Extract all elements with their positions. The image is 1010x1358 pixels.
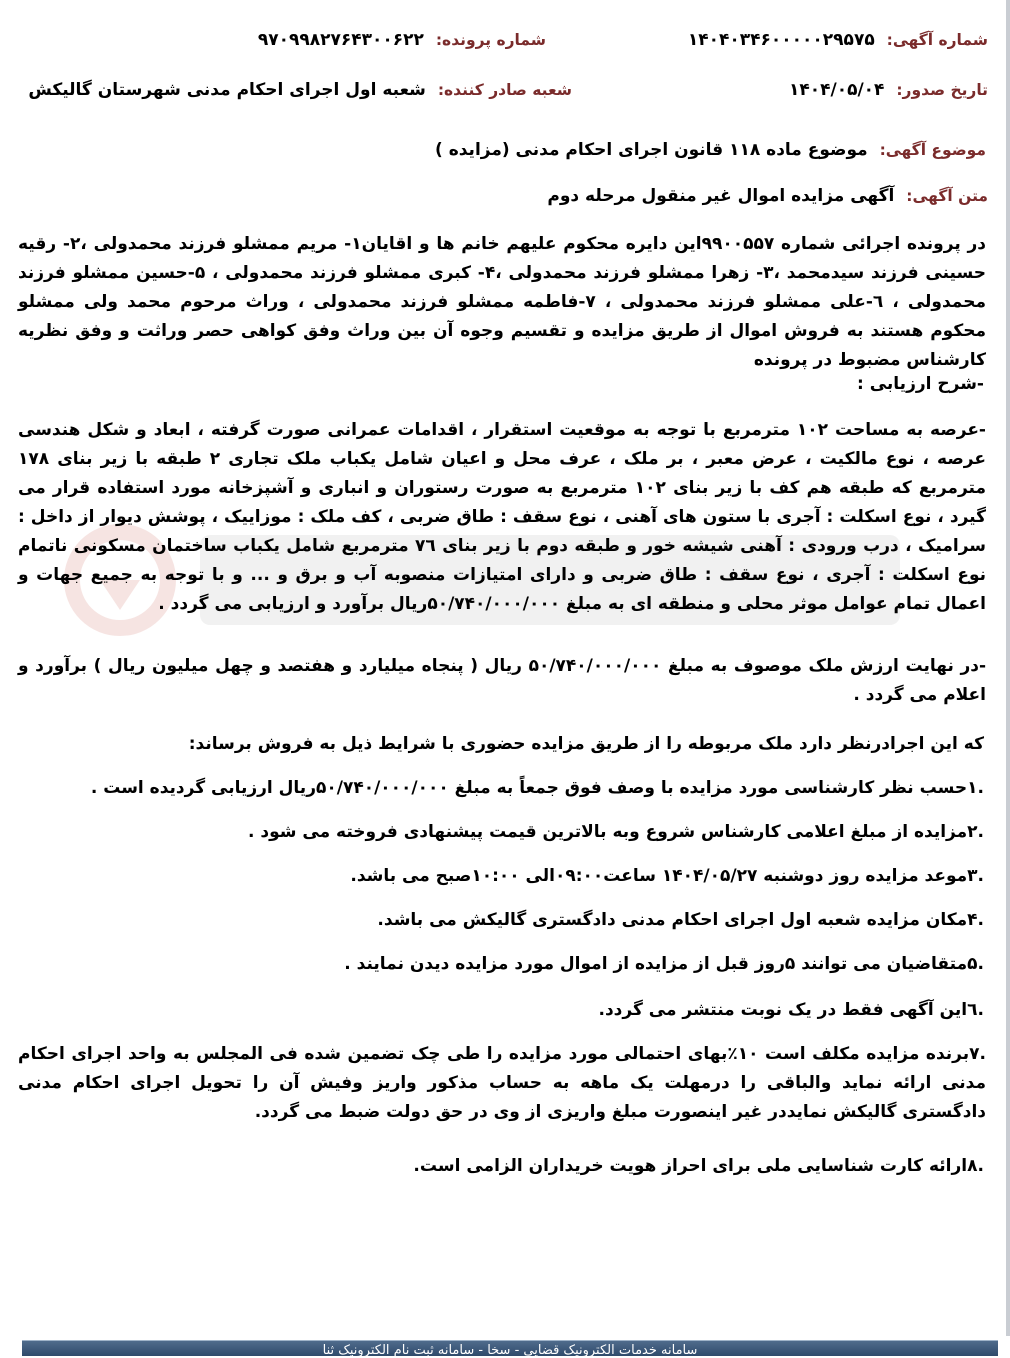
text-title-row xyxy=(547,186,988,206)
condition-item: .۵متقاضیان می توانند ۵روز قبل از مزایده از اموال مورد مزایده دیدن نمایند . xyxy=(344,954,984,974)
issuer: شعبه اول اجرای احکام مدنی شهرستان گالیکش xyxy=(28,80,426,100)
issuer-row xyxy=(28,80,572,100)
issuer-label: شعبه صادر کننده: xyxy=(437,81,572,99)
footer-bar xyxy=(22,1340,998,1356)
condition-item: .۲مزایده از مبلغ اعلامی کارشناس شروع وبه بالاترین قیمت پیشنهادی فروخته می شود . xyxy=(247,822,984,842)
conditions-intro: که این اجرادرنظر دارد ملک مربوطه را از طریق مزایده حضوری با شرایط ذیل به فروش برساند: xyxy=(188,734,984,754)
condition-item: .۳موعد مزایده روز دوشنبه ۱۴۰۴/۰۵/۲۷ ساعت۰۹:۰۰الی ۱۰:۰۰صبح می باشد. xyxy=(350,866,984,886)
notice-number: ۱۴۰۴۰۳۴۶۰۰۰۰۰۲۹۵۷۵ xyxy=(687,30,875,50)
text-label: متن آگهی: xyxy=(906,187,988,205)
text-title: آگهی مزایده اموال غیر منقول مرحله دوم xyxy=(547,186,895,206)
issue-date-row xyxy=(789,80,988,100)
notice-number-label: شماره آگهی: xyxy=(886,31,988,49)
case-number-label: شماره پرونده: xyxy=(435,31,546,49)
condition-item: .۴مکان مزایده شعبه اول اجرای احکام مدنی دادگستری گالیکش می باشد. xyxy=(377,910,984,930)
appraisal-paragraph: -عرصه به مساحت ۱۰۲ مترمربع با توجه به موقعیت استقرار ، اقدامات عمرانی صورت گرفته ، ابعاد و شکل هندسی عرصه ، نوع مالکیت ، عرض معبر ، بر ملک ، عرف محل و اعیان شامل یکباب ملک تجاری ۲ طبقه با زیر بنای ۱۷۸ مترمربع که طبقه هم کف با زیر بنای ۱۰۲ مترمربع به صورت رستوران و انباری و آشپزخانه مورد استفاده قرار می گیرد ، نوع اسکلت : آجری با ستون های آهنی ، نوع سقف : طاق ضربی ، کف ملک : موزاییک ، پوشش دیوار از داخل : سرامیک ، درب ورودی : آهنی شیشه خور و طبقه دوم با زیر بنای ۷٦ مترمربع شامل یکباب ساختمان مسکونی ناتمام نوع اسکلت : آجری ، نوع سقف : طاق ضربی و دارای امتیازات منصوبه آب و برق و ... و با توجه به جمیع جهات و اعمال تمام عوامل موثر محلی و منطقه ای به مبلغ ۵۰/۷۴۰/۰۰۰/۰۰۰ریال برآورد و ارزیابی می گردد . xyxy=(18,420,986,614)
issue-date: ۱۴۰۴/۰۵/۰۴ xyxy=(789,80,885,100)
final-value-paragraph: -در نهایت ارزش ملک موصوف به مبلغ ۵۰/۷۴۰/۰۰۰/۰۰۰ ریال ( پنجاه میلیارد و هفتصد و چهل میلیون ریال ) برآورد و اعلام می گردد . xyxy=(18,656,987,705)
condition-item: .۱حسب نظر کارشناسی مورد مزایده با وصف فوق جمعاً به مبلغ ۵۰/۷۴۰/۰۰۰/۰۰۰ریال ارزیابی گردیده است . xyxy=(90,778,984,798)
intro-paragraph: در پرونده اجرائی شماره ۹۹۰۰۵۵۷این دایره محکوم علیهم خانم ها و اقایان۱- مریم ممشلو فرزند محمدولی ،۲- رقیه حسینی فرزند سیدمحمد ،۳- زهرا ممشلو فرزند محمدولی ،۴- کبری ممشلو فرزند محمدولی ، ۵-حسین ممشلو فرزند محمدولی ، ٦-علی ممشلو فرزند محمدولی ، ۷-فاطمه ممشلو فرزند محمدولی ، وراث مرحوم محمد ولی ممشلو محکوم هستند به فروش اموال از طریق مزایده و تقسیم وجوه آن بین وراث وفق کواهی حصر وراثت و وفق نظریه کارشناس مضبوط در پرونده xyxy=(18,234,987,370)
subject-row xyxy=(435,140,986,160)
case-number: ۹۷۰۹۹۸۲۷۶۴۳۰۰۶۲۲ xyxy=(257,30,424,50)
condition-item: .۷برنده مزایده مکلف است ۱۰٪بهای احتمالی مورد مزایده را طی چک تضمین شده فی المجلس به واحد اجرای احکام مدنی ارائه نماید والباقی را درمهلت یک ماهه به حساب مذکور واریز وفیش آن را تحویل اجرای احکام مدنی دادگستری گالیکش نمایددر غیر اینصورت مبلغ واریزی از وی در حق دولت ضبط می گردد. xyxy=(18,1044,986,1122)
footer-text[interactable]: سامانه خدمات الکترونیک قضایی - سخا - سامانه ثبت نام الکترونیک ثنا xyxy=(322,1343,698,1358)
issue-date-label: تاریخ صدور: xyxy=(896,81,988,99)
subject: موضوع ماده ۱۱۸ قانون اجرای احکام مدنی (مزایده ) xyxy=(435,140,868,160)
subject-label: موضوع آگهی: xyxy=(879,141,986,159)
case-number-row xyxy=(258,30,546,50)
condition-item: .٦این آگهی فقط در یک نوبت منتشر می گردد. xyxy=(598,1000,984,1020)
appraisal-heading: -شرح ارزیابی : xyxy=(857,374,984,394)
notice-number-row xyxy=(688,30,988,50)
condition-item: .۸ارائه کارت شناسایی ملی برای احراز هویت خریداران الزامی است. xyxy=(413,1156,984,1176)
